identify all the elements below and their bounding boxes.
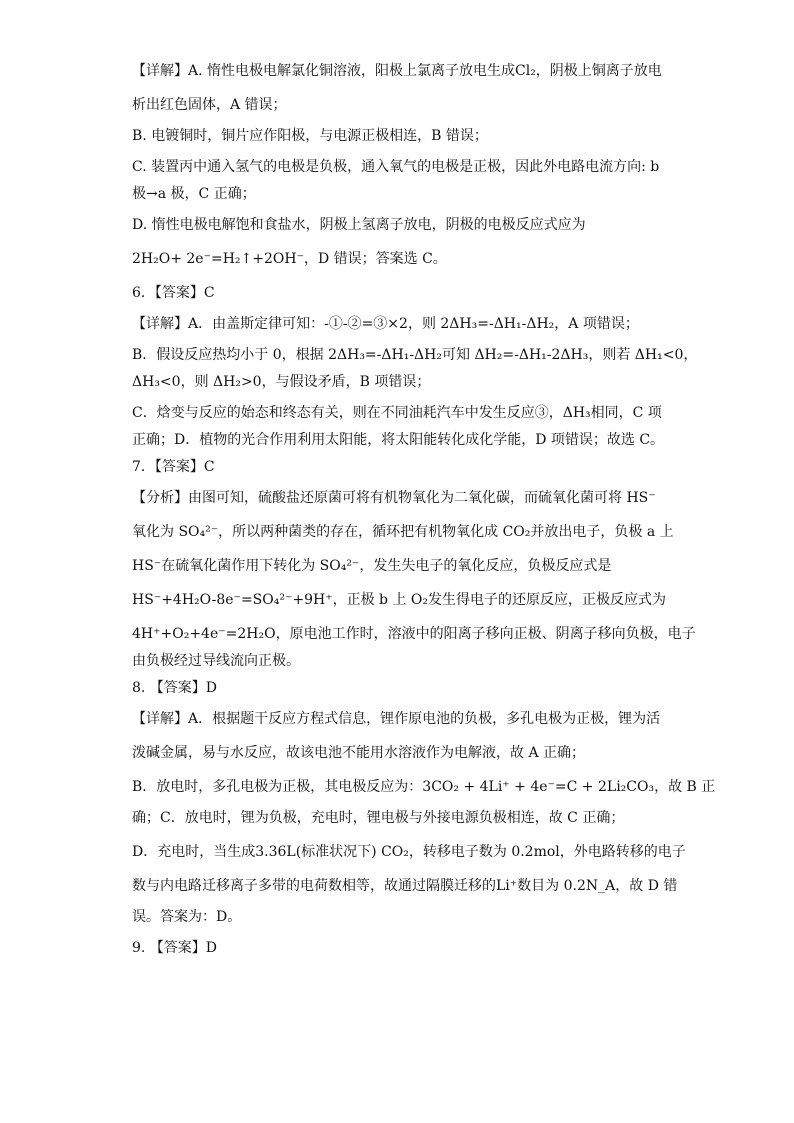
text-line-26: D．充电时，当生成3.36L(标准状况下) CO₂，转移电子数为 0.2mol，外电路转移的电子 [132, 844, 686, 860]
text-line-11: ΔH₃<0，则 ΔH₂>0，与假设矛盾，B 项错误； [132, 374, 431, 390]
text-line-2: 析出红色固体，A 错误； [132, 97, 287, 113]
text-line-9: 【详解】A．由盖斯定律可知：-①-②=③×2，则 2ΔH₃=-ΔH₁-ΔH₂，A 项错误； [132, 316, 639, 332]
text-line-12: C．焓变与反应的始态和终态有关，则在不同油耗汽车中发生反应③，ΔH₃相同，C 项 [132, 405, 662, 421]
question-heading-6: 6．【答案】C [132, 285, 215, 301]
question-heading-8: 8. 【答案】D [132, 680, 218, 696]
text-line-23: 泼碱金属，易与水反应，故该电池不能用水溶液作为电解液，故 A 正确； [132, 745, 586, 761]
document-page [132, 60, 716, 959]
text-line-25: 确；C．放电时，锂为负极，充电时，锂电极与外接电源负极相连，故 C 正确； [132, 810, 625, 826]
text-line-27: 数与内电路迁移离子多带的电荷数相等，故通过隔膜迁移的Li⁺数目为 0.2N_A，故 D 错 [132, 878, 678, 894]
text-line-10: B．假设反应热均小于 0，根据 2ΔH₃=-ΔH₁-ΔH₂可知 ΔH₂=-ΔH₁-2ΔH₃，则若 ΔH₁<0， [132, 347, 698, 363]
text-line-28: 误。答案为：D。 [132, 909, 242, 925]
text-line-6: D. 惰性电极电解饱和食盐水，阴极上氢离子放电，阴极的电极反应式应为 [132, 217, 586, 233]
question-heading-9: 9. 【答案】D [132, 940, 218, 956]
text-line-7: 2H₂O+ 2e⁻=H₂↑+2OH⁻，D 错误；答案选 C。 [132, 251, 447, 267]
text-line-3: B. 电镀铜时，铜片应作阳极，与电源正极相连，B 错误； [132, 128, 488, 144]
text-line-20: 由负极经过导线流向正极。 [132, 653, 300, 669]
question-heading-7: 7．【答案】C [132, 459, 215, 475]
text-line-13: 正确；D．植物的光合作用利用太阳能，将太阳能转化成化学能，D 项错误；故选 C。 [132, 432, 665, 448]
text-line-1: 【详解】A. 惰性电极电解氯化铜溶液，阳极上氯离子放电生成Cl₂，阴极上铜离子放电 [132, 63, 662, 79]
text-line-19: 4H⁺+O₂+4e⁻=2H₂O，原电池工作时，溶液中的阳离子移向正极、阴离子移向负极，电子 [132, 626, 696, 642]
text-line-24: B．放电时，多孔电极为正极，其电极反应为：3CO₂ + 4Li⁺ + 4e⁻=C + 2Li₂CO₃，故 B 正 [132, 779, 716, 795]
text-line-17: HS⁻在硫氧化菌作用下转化为 SO₄²⁻，发生失电子的氧化反应，负极反应式是 [132, 558, 612, 574]
text-line-22: 【详解】A．根据题干反应方程式信息，锂作原电池的负极，多孔电极为正极，锂为活 [132, 711, 661, 727]
text-line-16: 氧化为 SO₄²⁻，所以两种菌类的存在，循环把有机物氧化成 CO₂并放出电子，负极 a 上 [132, 524, 674, 540]
text-line-15: 【分析】由图可知，硫酸盐还原菌可将有机物氧化为二氧化碳，而硫氧化菌可将 HS⁻ [132, 490, 656, 506]
text-line-4: C. 装置丙中通入氢气的电极是负极，通入氧气的电极是正极，因此外电路电流方向: b [132, 159, 660, 175]
text-line-18: HS⁻+4H₂O-8e⁻=SO₄²⁻+9H⁺，正极 b 上 O₂发生得电子的还原反应，正极反应式为 [132, 592, 667, 608]
text-line-5: 极→a 极，C 正确； [132, 186, 256, 202]
